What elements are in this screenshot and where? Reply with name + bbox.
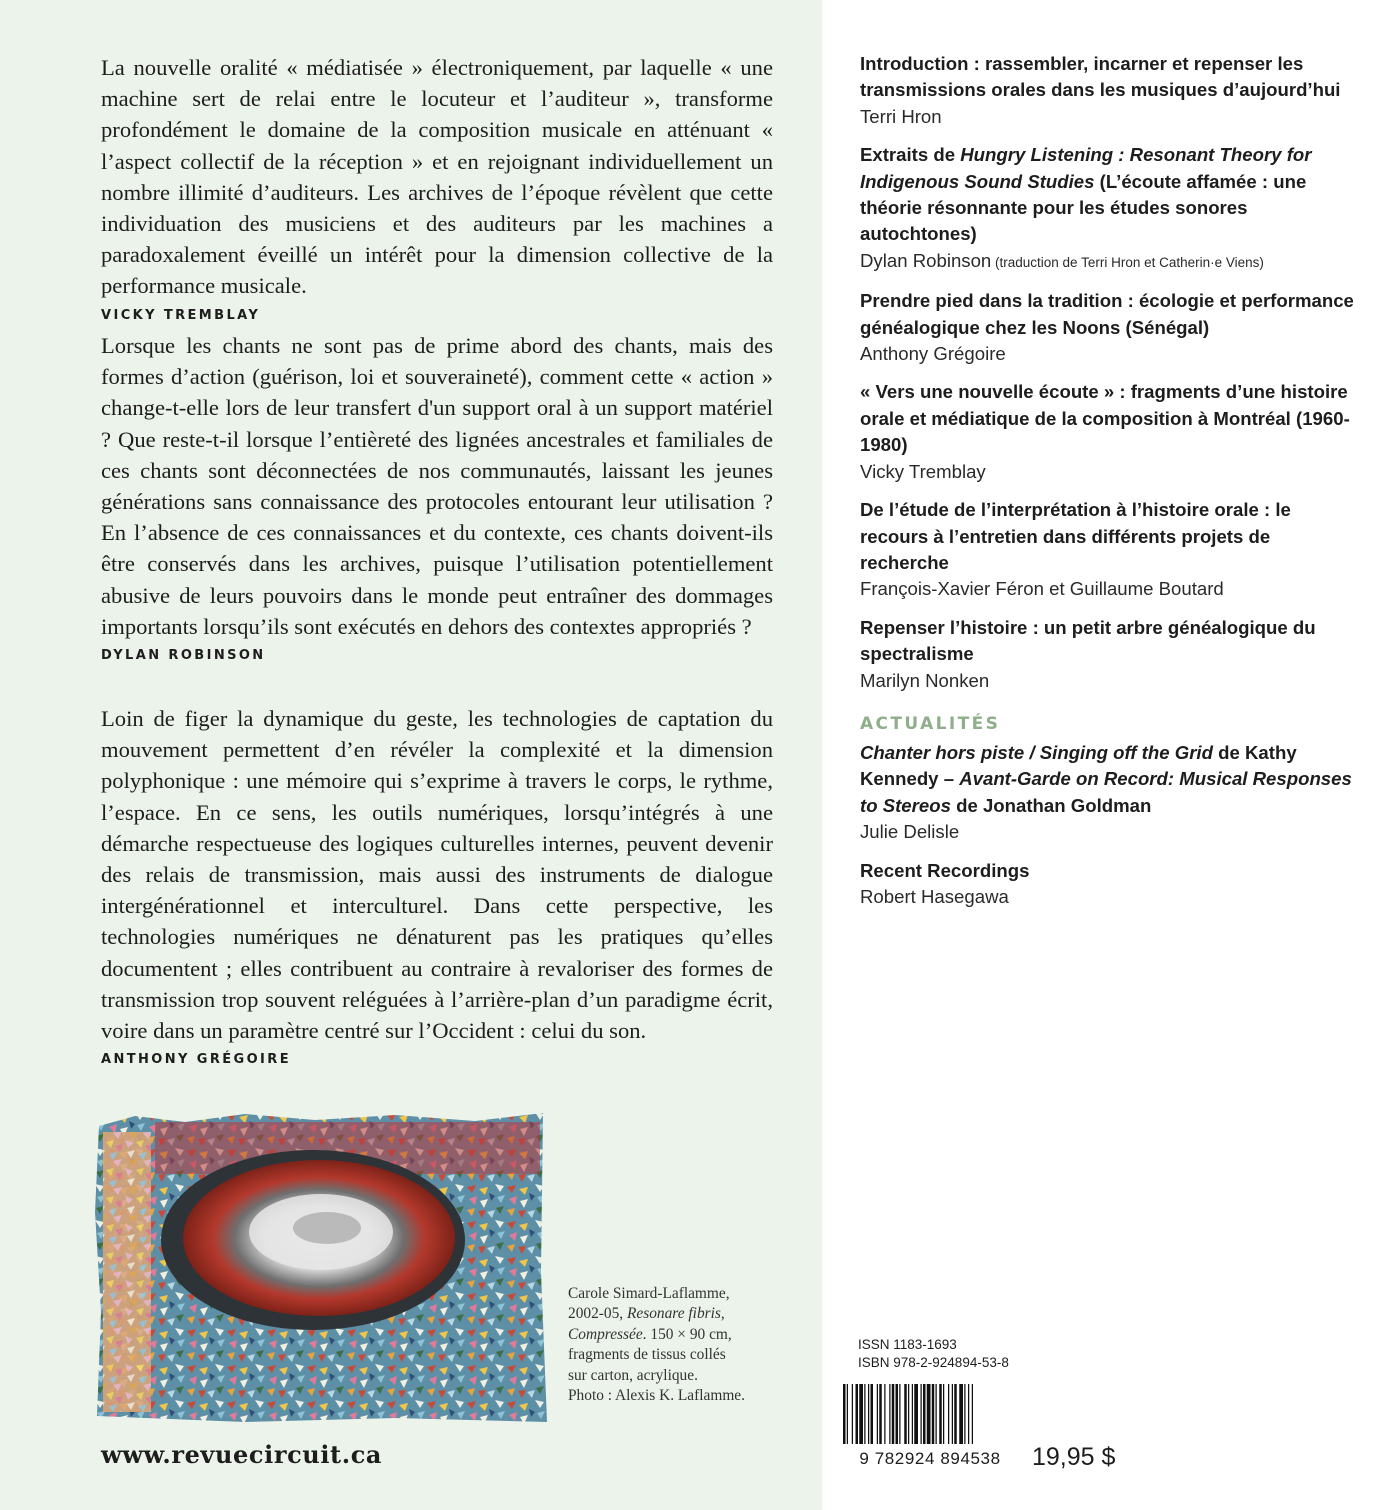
website-link[interactable]: www.revuecircuit.ca <box>101 1440 383 1469</box>
barcode-bar <box>914 1384 918 1444</box>
toc-title-italic: Avant-Garde on Record: Musical Responses to Stereos <box>860 768 1352 816</box>
barcode-bar <box>877 1384 878 1444</box>
barcode-bar <box>871 1384 874 1444</box>
toc-entry <box>860 858 1360 911</box>
barcode-bar <box>843 1384 846 1444</box>
toc-title-italic: Hungry Listening : Resonant Theory for Indigenous Sound Studies <box>860 144 1312 192</box>
toc-title-part: (L’écoute affamée : une théorie résonnante pour les études sonores autochtones) <box>860 170 1307 245</box>
barcode-bar <box>943 1384 944 1444</box>
table-of-contents <box>860 51 1360 922</box>
toc-title: De l’étude de l’interprétation à l’histoire orale : le recours à l’entretien dans différents projets de recherche <box>860 499 1291 573</box>
price-label: 19,95 $ <box>1032 1443 1116 1471</box>
quote-author: DYLAN ROBINSON <box>101 648 266 664</box>
quote-author: ANTHONY GRÉGOIRE <box>101 1052 291 1068</box>
quote-author: VICKY TREMBLAY <box>101 307 261 323</box>
barcode-bar <box>892 1384 895 1444</box>
toc-author-name: Dylan Robinson <box>860 249 992 271</box>
issn-label: ISSN 1183-1693 <box>858 1337 957 1352</box>
toc-author: Anthony Grégoire <box>860 343 1006 365</box>
barcode-bar <box>939 1384 942 1444</box>
toc-author <box>860 248 1360 276</box>
barcode-bar <box>852 1384 853 1444</box>
barcode-bar <box>868 1384 869 1444</box>
toc-entry <box>860 740 1360 846</box>
barcode-bar <box>932 1384 935 1444</box>
barcode-bar <box>954 1384 957 1444</box>
toc-title: « Vers une nouvelle écoute » : fragments d’une histoire orale et médiatique de la composition à Montréal (1960-1980) <box>860 381 1350 456</box>
barcode-bar <box>859 1384 863 1444</box>
toc-title-part: Extraits de <box>860 144 961 166</box>
publication-codes <box>858 1336 1009 1372</box>
barcode-bar <box>948 1384 949 1444</box>
toc-title-italic: Chanter hors piste / Singing off the Grid <box>860 741 1213 763</box>
toc-entry <box>860 142 1360 276</box>
barcode-icon <box>842 1384 1018 1444</box>
caption-title: Compressée <box>568 1325 643 1343</box>
toc-author: Robert Hasegawa <box>860 885 1009 907</box>
barcode-bar <box>896 1384 899 1444</box>
barcode-bar <box>968 1384 969 1444</box>
toc-author: François-Xavier Féron et Guillaume Boutard <box>860 578 1224 600</box>
caption-line: sur carton, acrylique. <box>568 1366 698 1384</box>
toc-author-note: (traduction de Terri Hron et Catherin·e Viens) <box>991 254 1264 270</box>
toc-title <box>860 142 1360 248</box>
caption-line: Photo : Alexis K. Laflamme. <box>568 1387 745 1405</box>
caption-title: Resonare fibris, <box>627 1305 725 1323</box>
toc-title: Recent Recordings <box>860 859 1030 881</box>
barcode-bar <box>936 1384 937 1444</box>
toc-title: Prendre pied dans la tradition : écologie et performance généalogique chez les Noons (Sénégal) <box>860 290 1354 338</box>
toc-author: Marilyn Nonken <box>860 669 990 691</box>
quote-text: Loin de figer la dynamique du geste, les technologies de captation du mouvement permettent d’en révéler la complexité et la dimension polyphonique : une mémoire qui s’exprime à travers le corps, le rythme, l’espace. En ce sens, les outils numériques, lorsqu’intégrés à une démarche respectueuse des logiques culturelles internes, peuvent devenir des relais de transmission, mais aussi des instruments de dialogue intergénérationnel et interculturel. Dans cette perspective, les technologies numériques ne dénaturent pas les pratiques qu’elles documentent ; elles contribuent au contraire à revaloriser des formes de transmission trop souvent reléguées à l’arrière-plan d’un paradigme écrit, voire dans un paramètre centré sur l’Occident : celui du son. <box>101 706 773 1044</box>
toc-title-part: de Jonathan Goldman <box>950 794 1152 816</box>
barcode-digits: 9 782924 894538 <box>859 1449 1001 1468</box>
toc-entry <box>860 615 1360 694</box>
quote-gregoire <box>101 703 773 1067</box>
quote-text: La nouvelle oralité « médiatisée » électroniquement, par laquelle « une machine sert de relai entre le locuteur et l’auditeur », transforme profondément le domaine de la composition musicale en atténuant « l’aspect collectif de la réception » et en rejoignant individuellement un nombre illimité d’auditeurs. Les archives de l’époque révèlent que cette individuation des musiciens et des auditeurs par les machines a paradoxalement éveillé un intérêt pour la dimension collective de la performance musicale. <box>101 55 773 299</box>
barcode-bar <box>952 1384 953 1444</box>
isbn-label: ISBN 978-2-924894-53-8 <box>858 1355 1009 1370</box>
toc-entry <box>860 51 1360 130</box>
caption-line: Carole Simard-Laflamme, <box>568 1285 730 1302</box>
barcode-bar <box>927 1384 931 1444</box>
barcode-bar <box>884 1384 885 1444</box>
toc-title: Repenser l’histoire : un petit arbre généalogique du spectralisme <box>860 616 1316 665</box>
barcode-bar <box>889 1384 890 1444</box>
toc-title: Introduction : rassembler, incarner et repenser les transmissions orales dans les musiques d’aujourd’hui <box>860 53 1341 101</box>
barcode-bar <box>856 1384 859 1444</box>
caption-line: fragments de tissus collés <box>568 1346 726 1364</box>
barcode-bar <box>904 1384 907 1444</box>
barcode-bar <box>972 1384 973 1444</box>
toc-entry <box>860 379 1360 485</box>
quote-tremblay <box>101 52 773 323</box>
barcode-bar <box>964 1384 965 1444</box>
toc-author: Vicky Tremblay <box>860 460 986 482</box>
barcode-bar <box>864 1384 865 1444</box>
barcode-bar <box>899 1384 900 1444</box>
artwork-image <box>95 1112 547 1422</box>
barcode-bar <box>847 1384 848 1444</box>
artwork-caption <box>568 1284 798 1406</box>
toc-entry <box>860 288 1360 367</box>
barcode-bar <box>923 1384 926 1444</box>
barcode-bar <box>921 1384 922 1444</box>
toc-title-part: de Kathy Kennedy – <box>860 741 1297 790</box>
caption-line: . 150 × 90 cm, <box>642 1325 732 1343</box>
barcode-bar <box>912 1384 913 1444</box>
toc-title <box>860 740 1360 819</box>
section-heading-actualites: ACTUALITÉS <box>860 713 1001 734</box>
quote-text: Lorsque les chants ne sont pas de prime abord des chants, mais des formes d’action (guérison, loi et souveraineté), comment cette « action » change-t-elle lors de leur transfert d'un support oral à un support matériel ? Que reste-t-il lorsque l’entièreté des lignées ancestrales et familiales de ces chants sont déconnectées de nos communautés, laissant les jeunes générations sans connaissance des protocoles entourant leur utilisation ? En l’absence de ces connaissances et du contexte, ces chants doivent-ils être conservés dans les archives, puisque l’utilisation potentiellement abusive de leurs pouvoirs dans le monde peut entraîner des dommages importants lorsqu’ils sont exécutés en dehors des contextes appropriés ? <box>101 333 773 639</box>
toc-author: Julie Delisle <box>860 821 960 843</box>
barcode-bar <box>879 1384 882 1444</box>
quote-robinson <box>101 330 773 663</box>
barcode-bar <box>959 1384 963 1444</box>
toc-author: Terri Hron <box>860 105 942 127</box>
toc-entry <box>860 497 1360 603</box>
caption-line: 2002-05, <box>568 1305 627 1323</box>
barcode-bar <box>908 1384 909 1444</box>
